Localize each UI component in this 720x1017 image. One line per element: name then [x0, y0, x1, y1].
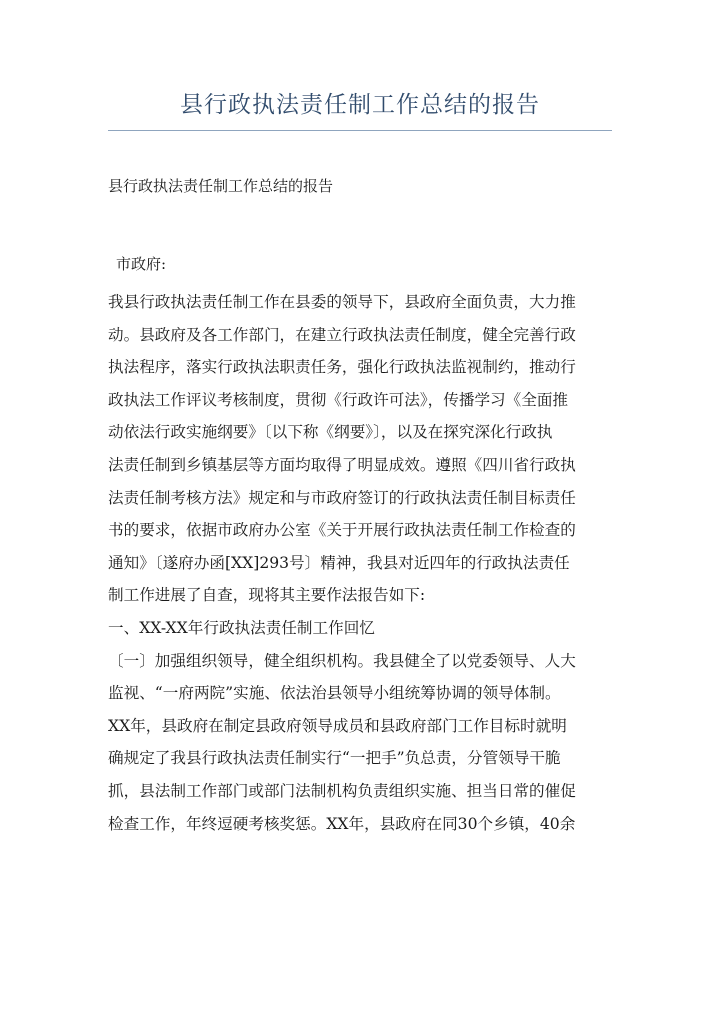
body-line: 法责任制考核方法》规定和与市政府签订的行政执法责任制目标责任	[108, 488, 576, 507]
body-text	[108, 286, 614, 840]
body-line: 〔一〕加强组织领导，健全组织机构。我县健全了以党委领导、人大	[108, 651, 576, 670]
document-title: 县行政执法责任制工作总结的报告	[180, 92, 540, 118]
body-line: 监视、“一府两院”实施、依法治县领导小组统筹协调的领导体制。	[108, 684, 561, 703]
document-subtitle: 县行政执法责任制工作总结的报告	[108, 177, 334, 195]
salutation: 市政府:	[116, 255, 167, 273]
section-heading: 一、XX-XX年行政执法责任制工作回忆	[108, 618, 375, 637]
body-line: 制工作进展了自查，现将其主要作法报告如下:	[108, 586, 426, 605]
body-line: 执法程序，落实行政执法职责任务，强化行政执法监视制约，推动行	[108, 358, 576, 377]
body-line: 书的要求，依据市政府办公室《关于开展行政执法责任制工作检查的	[108, 521, 576, 540]
body-line: 动依法行政实施纲要》〔以下称《纲要》〕，以及在探究深化行政执	[108, 423, 553, 442]
body-line: 动。县政府及各工作部门，在建立行政执法责任制度，健全完善行政	[108, 325, 576, 344]
body-line: 确规定了我县行政执法责任制实行“一把手”负总责，分管领导干脆	[108, 749, 561, 768]
body-line: 抓，县法制工作部门或部门法制机构负责组织实施、担当日常的催促	[108, 781, 576, 800]
body-line: 通知》〔遂府办函[XX]293号〕精神，我县对近四年的行政执法责任	[108, 553, 570, 572]
body-line: 政执法工作评议考核制度，贯彻《行政许可法》，传播学习《全面推	[108, 390, 569, 409]
body-line: 检查工作，年终逗硬考核奖惩。XX年，县政府在同30个乡镇，40余	[108, 814, 576, 833]
body-line: 我县行政执法责任制工作在县委的领导下，县政府全面负责，大力推	[108, 293, 576, 311]
title-divider	[108, 130, 612, 131]
body-line: XX年，县政府在制定县政府领导成员和县政府部门工作目标时就明	[108, 716, 567, 735]
body-line: 法责任制到乡镇基层等方面均取得了明显成效。遵照《四川省行政执	[108, 455, 576, 474]
